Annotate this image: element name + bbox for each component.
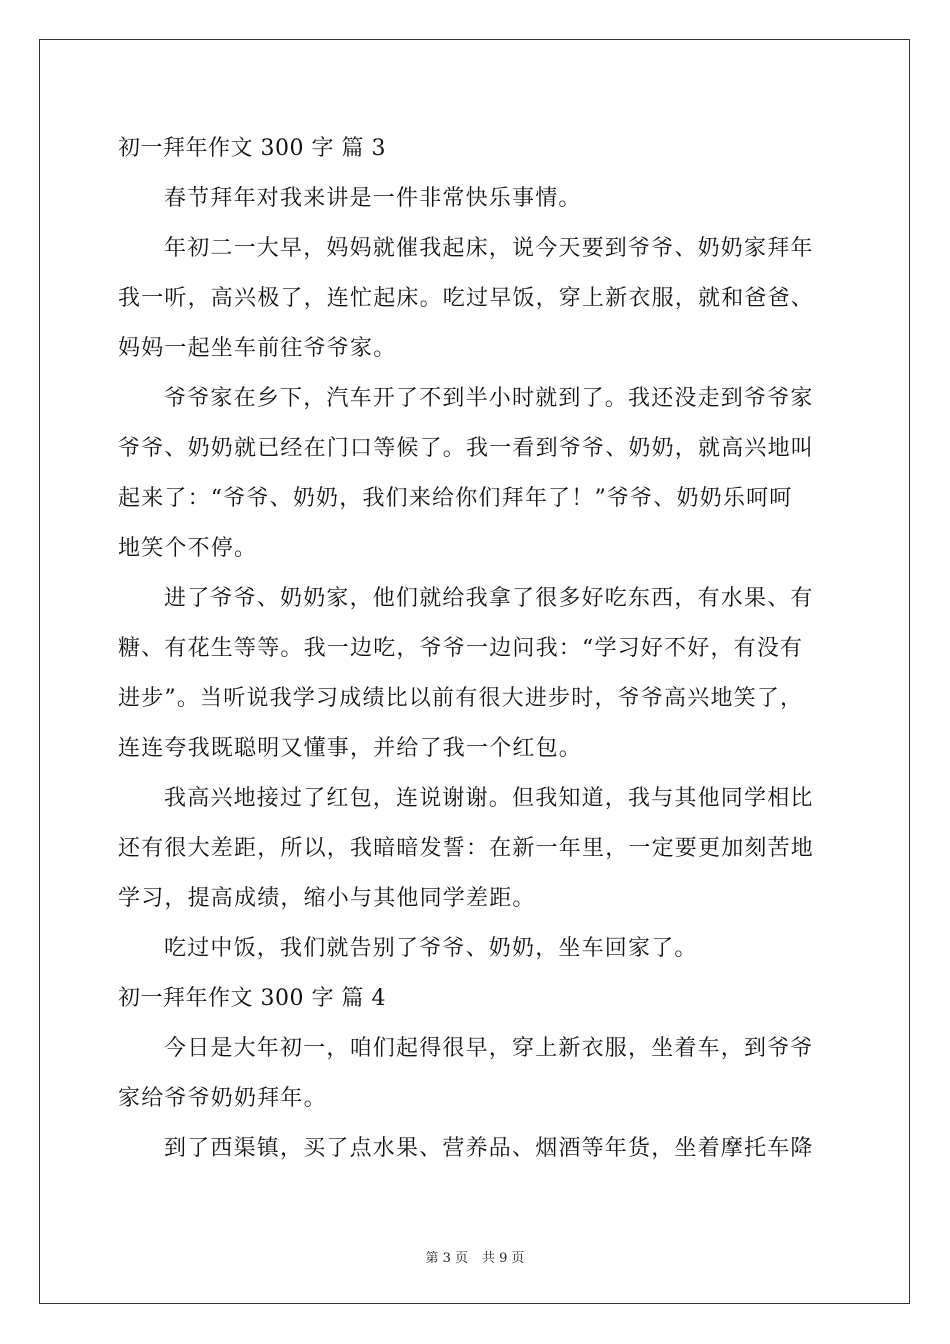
text-line: 地笑个不停。 — [118, 536, 258, 561]
text-line: 学习，提高成绩，缩小与其他同学差距。 — [118, 886, 536, 911]
text-line: 爷爷家在乡下，汽车开了不到半小时就到了。我还没走到爷爷家 — [164, 386, 814, 411]
text-line: 春节拜年对我来讲是一件非常快乐事情。 — [164, 186, 582, 211]
section-heading: 初一拜年作文 300 字 篇 4 — [118, 986, 386, 1011]
text-line: 今日是大年初一，咱们起得很早，穿上新衣服，坐着车，到爷爷 — [164, 1036, 814, 1061]
text-line: 糖、有花生等等。我一边吃，爷爷一边问我：“学习好不好，有没有 — [118, 636, 804, 661]
text-line: 爷爷、奶奶就已经在门口等候了。我一看到爷爷、奶奶，就高兴地叫 — [118, 436, 815, 461]
text-line: 还有很大差距，所以，我暗暗发誓：在新一年里，一定要更加刻苦地 — [118, 836, 815, 861]
text-line: 到了西渠镇，买了点水果、营养品、烟酒等年货，坐着摩托车降 — [164, 1136, 814, 1161]
page-number: 第 3 页 — [425, 1251, 468, 1266]
document-body — [118, 124, 838, 1174]
text-line: 吃过中饭，我们就告别了爷爷、奶奶，坐车回家了。 — [164, 936, 698, 961]
section-heading: 初一拜年作文 300 字 篇 3 — [118, 136, 386, 161]
text-line: 起来了：“爷爷、奶奶，我们来给你们拜年了！”爷爷、奶奶乐呵呵 — [118, 486, 793, 511]
text-line: 家给爷爷奶奶拜年。 — [118, 1086, 327, 1111]
text-line: 进了爷爷、奶奶家，他们就给我拿了很多好吃东西，有水果、有 — [164, 586, 814, 611]
text-line: 进步”。当听说我学习成绩比以前有很大进步时，爷爷高兴地笑了， — [118, 686, 804, 711]
page-footer — [0, 1247, 950, 1266]
text-line: 连连夸我既聪明又懂事，并给了我一个红包。 — [118, 736, 583, 761]
text-line: 妈妈一起坐车前往爷爷家。 — [118, 336, 397, 361]
page-total: 共 9 页 — [482, 1251, 525, 1266]
text-line: 我一听，高兴极了，连忙起床。吃过早饭，穿上新衣服，就和爸爸、 — [118, 286, 815, 311]
text-line: 我高兴地接过了红包，连说谢谢。但我知道，我与其他同学相比 — [164, 786, 814, 811]
text-line: 年初二一大早，妈妈就催我起床，说今天要到爷爷、奶奶家拜年 — [164, 236, 814, 261]
